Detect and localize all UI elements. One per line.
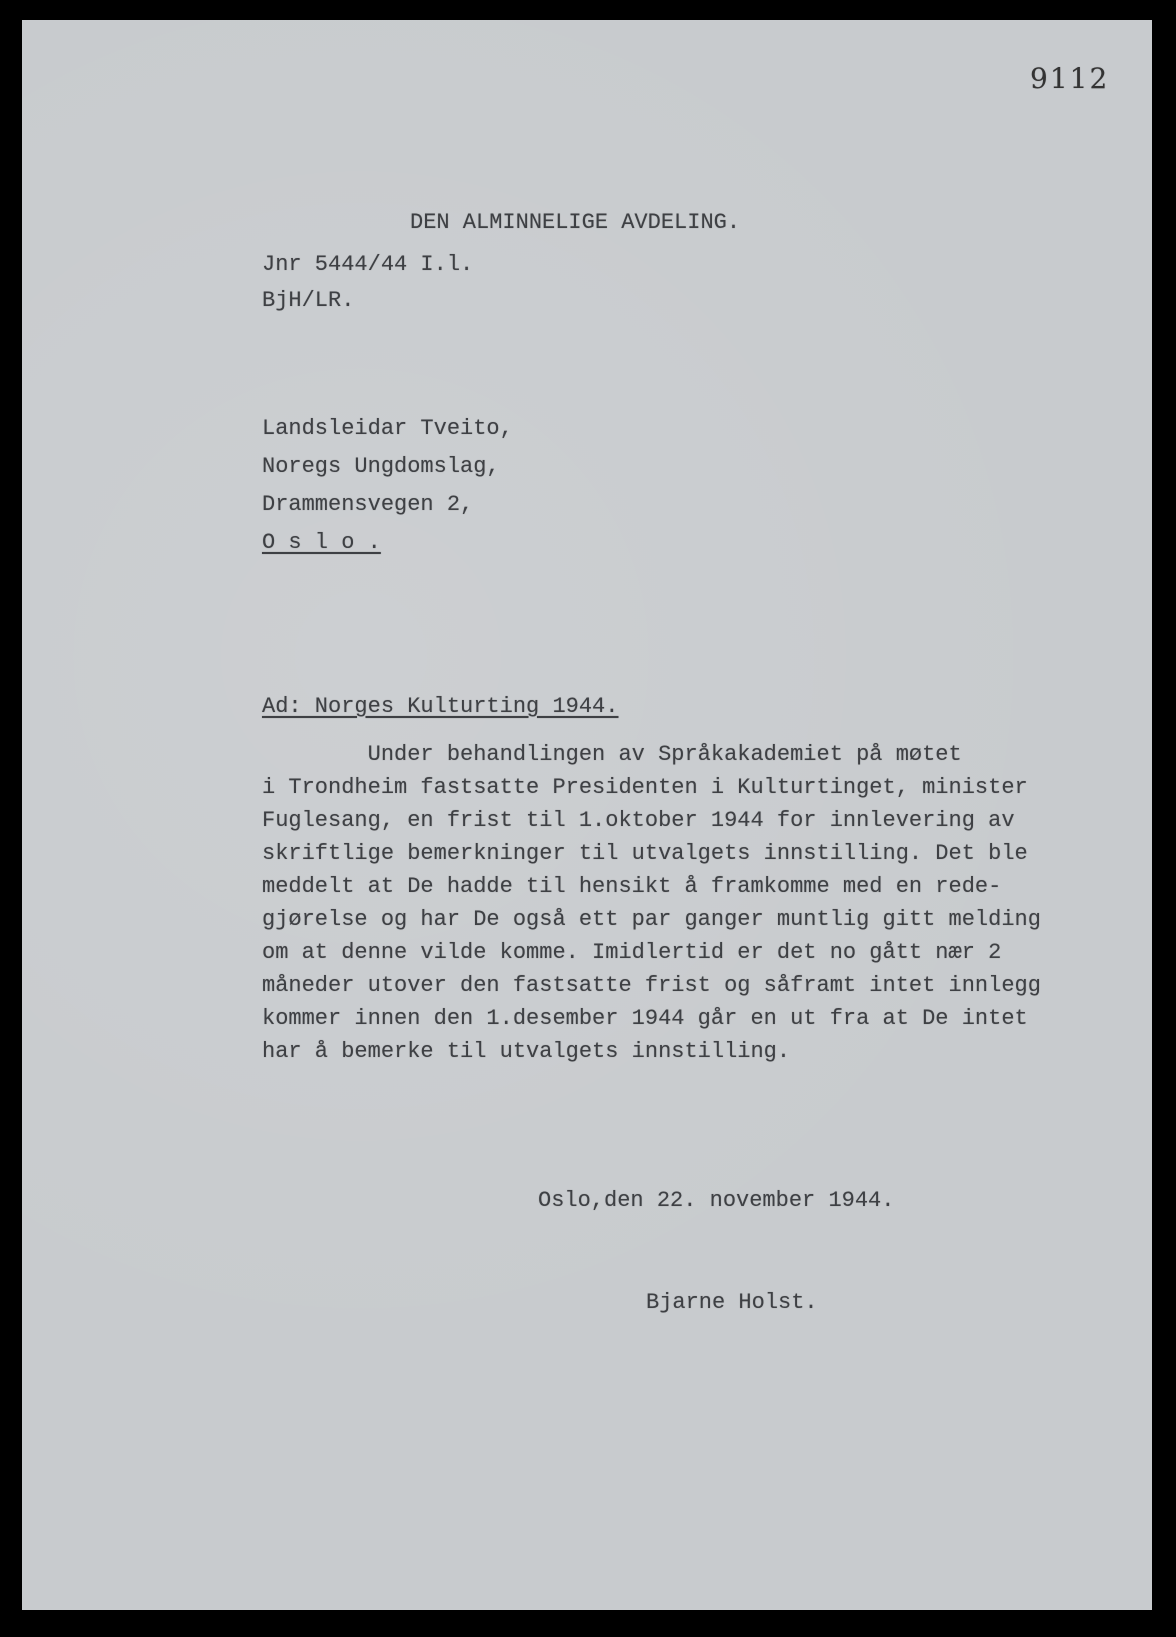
recipient-street: Drammensvegen 2, <box>262 492 474 517</box>
initials: BjH/LR. <box>262 288 355 313</box>
recipient-city: O s l o . <box>262 530 381 555</box>
page-number: 9112 <box>1030 62 1110 95</box>
journal-number: Jnr 5444/44 I.l. <box>262 252 474 277</box>
subject-line: Ad: Norges Kulturting 1944. <box>262 694 619 719</box>
body-line: i Trondheim fastsatte Presidenten i Kulturtinget, minister <box>262 775 1028 800</box>
body-line: meddelt at De hadde til hensikt å framkomme med en rede- <box>262 874 1002 899</box>
body-line: om at denne vilde komme. Imidlertid er det no gått nær 2 <box>262 940 1002 965</box>
body-line: skriftlige bemerkninger til utvalgets innstilling. Det ble <box>262 841 1028 866</box>
signature: Bjarne Holst. <box>646 1290 818 1315</box>
body-line: Under behandlingen av Språkakademiet på møtet <box>262 742 962 767</box>
body-line: måneder utover den fastsatte frist og såframt intet innlegg <box>262 973 1041 998</box>
recipient-organization: Noregs Ungdomslag, <box>262 454 500 479</box>
body-line: kommer innen den 1.desember 1944 går en ut fra at De intet <box>262 1006 1028 1031</box>
body-line: har å bemerke til utvalgets innstilling. <box>262 1039 791 1064</box>
body-line: gjørelse og har De også ett par ganger muntlig gitt melding <box>262 907 1041 932</box>
recipient-name: Landsleidar Tveito, <box>262 416 513 441</box>
date-line: Oslo,den 22. november 1944. <box>538 1188 895 1213</box>
department-heading: DEN ALMINNELIGE AVDELING. <box>410 210 741 235</box>
body-line: Fuglesang, en frist til 1.oktober 1944 for innlevering av <box>262 808 1015 833</box>
